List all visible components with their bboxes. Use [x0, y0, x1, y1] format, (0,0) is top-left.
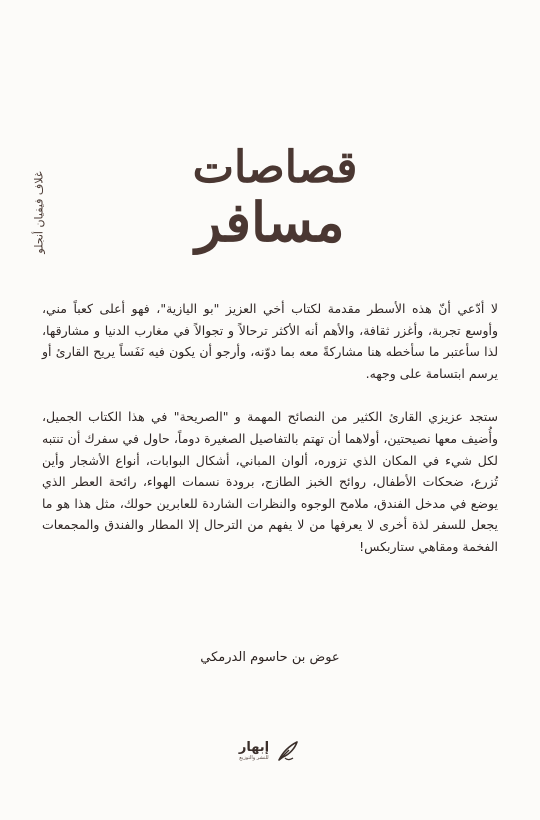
feather-quill-icon	[275, 738, 301, 764]
advice-paragraph: ستجد عزيزي القارئ الكثير من النصائح المهمة و "الصريحة" في هذا الكتاب الجميل، وأُضيف معها نصيحتين، أولاهما أن تهتم بالتفاصيل الصغيرة دوماً، حاول في سفرك أن تنتبه لكل شيء في المكان الذي تزوره، ألوان المباني، أشكال البوابات، أنواع الأشجار وأين تُزرع، ضحكات الأطفال، روائح الخبز الطازج، برودة نسمات الهواء، رائحة العطر الذي يوضع في مدخل الفندق، ملامح الوجوه والنظرات الشاردة للعابرين حولك، مثل هذا هو ما يجعل للسفر لذة أخرى لا يعرفها من لا يفهم من الترحال إلا المطار والفندق والمجمعات الفخمة ومقاهي ستاربكس!	[42, 409, 498, 554]
book-title	[0, 140, 540, 254]
cover-credit-text: غلاف فيفيان أنجلو	[32, 171, 46, 254]
publisher-subtitle: للنشر والتوزيع	[239, 755, 269, 761]
publisher-logo	[0, 738, 540, 764]
author-name: عوض بن حاسوم الدرمكي	[200, 650, 340, 665]
publisher-name: إبهار	[238, 740, 270, 755]
book-title-line1: قصاصات	[192, 142, 358, 193]
back-cover-blurb	[42, 298, 498, 558]
intro-paragraph: لا أدّعي أنّ هذه الأسطر مقدمة لكتاب أخي العزيز "بو اليازية"، فهو أعلى كعباً مني، وأوسع تجربة، وأغزر ثقافة، والأهم أنه الأكثر ترحالاً و تجوالاً في مغارب الدنيا و مشارقها، لذا سأعتبر ما سأخطه هنا مشاركةً معه بما دوّنه، وأرجو أن يكون فيه نَفَساً يريح القارئ أو يرسم ابتسامة على وجهه.	[42, 301, 498, 381]
publisher-wordmark	[239, 741, 269, 761]
book-title-line2: مسافر	[195, 190, 345, 254]
